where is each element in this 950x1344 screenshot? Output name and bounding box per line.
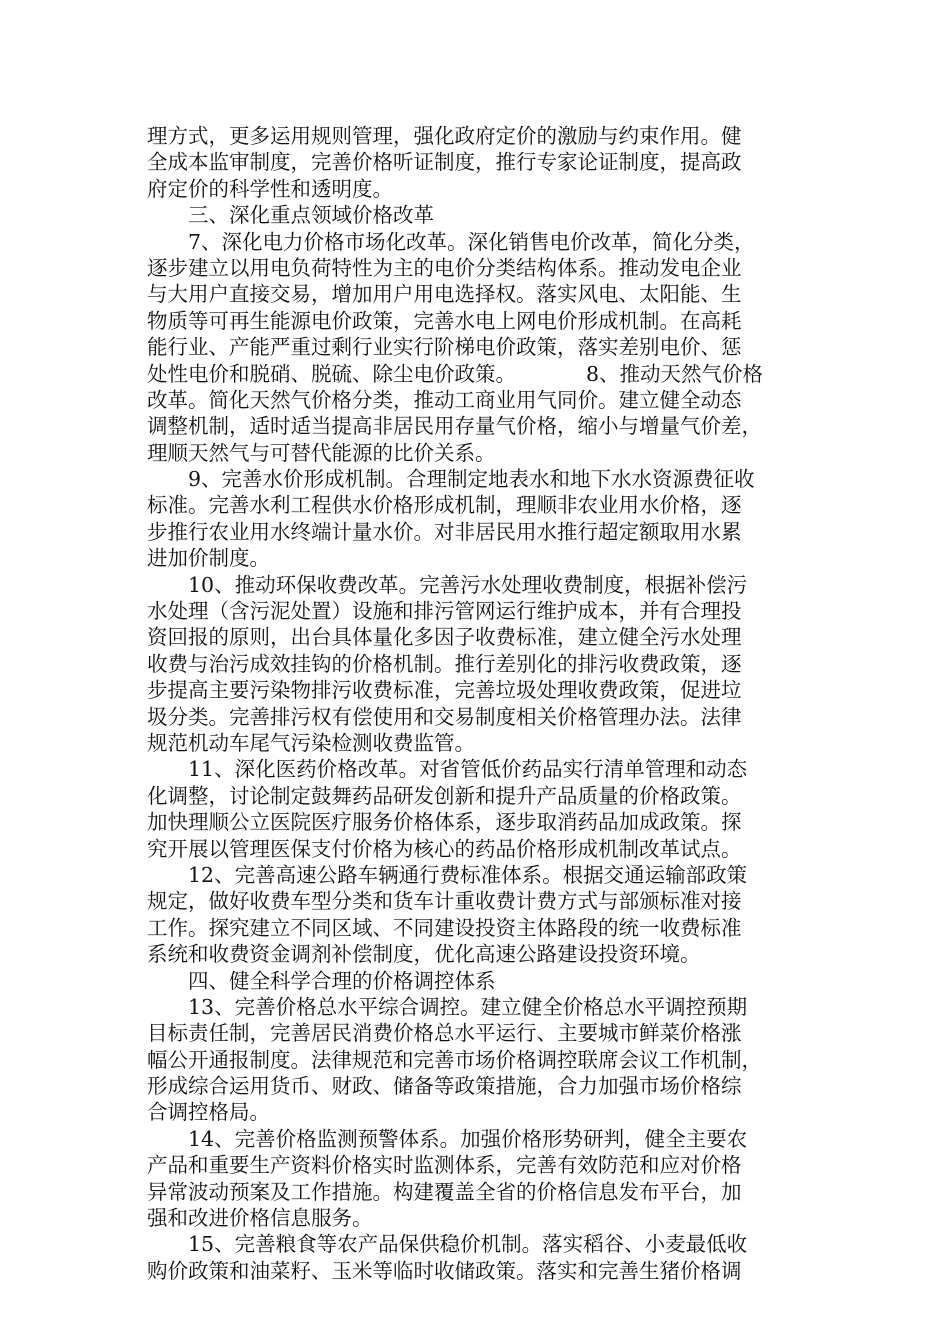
text-line: 理顺天然气与可替代能源的比价关系。 xyxy=(147,440,496,465)
section-heading: 四、健全科学合理的价格调控体系 xyxy=(188,968,496,993)
text-line: 产品和重要生产资料价格实时监测体系，完善有效防范和应对价格 xyxy=(147,1153,742,1178)
text-line: 能行业、产能严重过剩行业实行阶梯电价政策，落实差别电价、惩 xyxy=(147,335,742,360)
text-line-head: 处性电价和脱硝、脱硫、除尘电价政策。 xyxy=(147,361,516,386)
text-line: 规范机动车尾气污染检测收费监管。 xyxy=(147,730,475,755)
document-page xyxy=(147,123,807,1284)
text-line: 幅公开通报制度。法律规范和完善市场价格调控联席会议工作机制， xyxy=(147,1047,762,1072)
text-line: 资回报的原则，出台具体量化多因子收费标准，建立健全污水处理 xyxy=(147,625,742,650)
text-line: 水处理（含污泥处置）设施和排污管网运行维护成本，并有合理投 xyxy=(147,599,742,624)
text-line: 改革。简化天然气价格分类，推动工商业用气同价。建立健全动态 xyxy=(147,387,742,412)
paragraph-start-inline: 8、推动天然气价格 xyxy=(586,361,764,386)
text-line: 物质等可再生能源电价政策，完善水电上网电价形成机制。在高耗 xyxy=(147,308,742,333)
paragraph-start-line: 12、完善高速公路车辆通行费标准体系。根据交通运输部政策 xyxy=(188,862,748,887)
paragraph-start-line: 7、深化电力价格市场化改革。深化销售电价改革，简化分类， xyxy=(188,229,755,254)
paragraph-start-line: 11、深化医药价格改革。对省管低价药品实行清单管理和动态 xyxy=(188,757,748,782)
text-line: 加快理顺公立医院医疗服务价格体系，逐步取消药品加成政策。探 xyxy=(147,810,742,835)
section-heading: 三、深化重点领域价格改革 xyxy=(188,203,434,228)
text-line: 理方式，更多运用规则管理，强化政府定价的激励与约束作用。健 xyxy=(147,124,742,148)
text-line: 步提高主要污染物排污收费标准，完善垃圾处理收费政策，促进垃 xyxy=(147,678,742,703)
paragraph-start-line: 14、完善价格监测预警体系。加强价格形势研判，健全主要农 xyxy=(188,1126,748,1151)
text-line: 标准。完善水利工程供水价格形成机制，理顺非农业用水价格，逐 xyxy=(147,493,742,518)
text-line: 合调控格局。 xyxy=(147,1100,270,1125)
text-line: 购价政策和油菜籽、玉米等临时收储政策。落实和完善生猪价格调 xyxy=(147,1258,742,1283)
text-line: 逐步建立以用电负荷特性为主的电价分类结构体系。推动发电企业 xyxy=(147,255,742,280)
text-line: 形成综合运用货币、财政、储备等政策措施，合力加强市场价格综 xyxy=(147,1074,742,1099)
text-line: 与大用户直接交易，增加用户用电选择权。落实风电、太阳能、生 xyxy=(147,282,742,307)
text-line: 异常波动预案及工作措施。构建覆盖全省的价格信息发布平台，加 xyxy=(147,1179,742,1204)
paragraph-start-line: 10、推动环保收费改革。完善污水处理收费制度，根据补偿污 xyxy=(188,572,748,597)
text-line: 府定价的科学性和透明度。 xyxy=(147,176,393,201)
text-line: 进加价制度。 xyxy=(147,546,270,571)
text-line: 步推行农业用水终端计量水价。对非居民用水推行超定额取用水累 xyxy=(147,519,742,544)
text-line: 究开展以管理医保支付价格为核心的药品价格形成机制改革试点。 xyxy=(147,836,742,861)
text-line: 目标责任制，完善居民消费价格总水平运行、主要城市鲜菜价格涨 xyxy=(147,1021,742,1046)
text-line: 收费与治污成效挂钩的价格机制。推行差别化的排污收费政策，逐 xyxy=(147,651,742,676)
text-line: 化调整，讨论制定鼓舞药品研发创新和提升产品质量的价格政策。 xyxy=(147,783,742,808)
text-line: 工作。探究建立不同区域、不同建设投资主体路段的统一收费标准 xyxy=(147,915,742,940)
paragraph-start-line: 15、完善粮食等农产品保供稳价机制。落实稻谷、小麦最低收 xyxy=(188,1232,748,1257)
paragraph-start-line: 9、完善水价形成机制。合理制定地表水和地下水水资源费征收 xyxy=(188,467,755,492)
text-line xyxy=(147,361,807,387)
text-line: 系统和收费资金调剂补偿制度，优化高速公路建设投资环境。 xyxy=(147,942,701,967)
text-line: 规定，做好收费车型分类和货车计重收费计费方式与部颁标准对接 xyxy=(147,889,742,914)
text-line: 全成本监审制度，完善价格听证制度，推行专家论证制度，提高政 xyxy=(147,150,742,175)
text-line: 调整机制，适时适当提高非居民用存量气价格，缩小与增量气价差， xyxy=(147,414,762,439)
text-line: 强和改进价格信息服务。 xyxy=(147,1206,373,1231)
text-line: 圾分类。完善排污权有偿使用和交易制度相关价格管理办法。法律 xyxy=(147,704,742,729)
paragraph-start-line: 13、完善价格总水平综合调控。建立健全价格总水平调控预期 xyxy=(188,994,748,1019)
